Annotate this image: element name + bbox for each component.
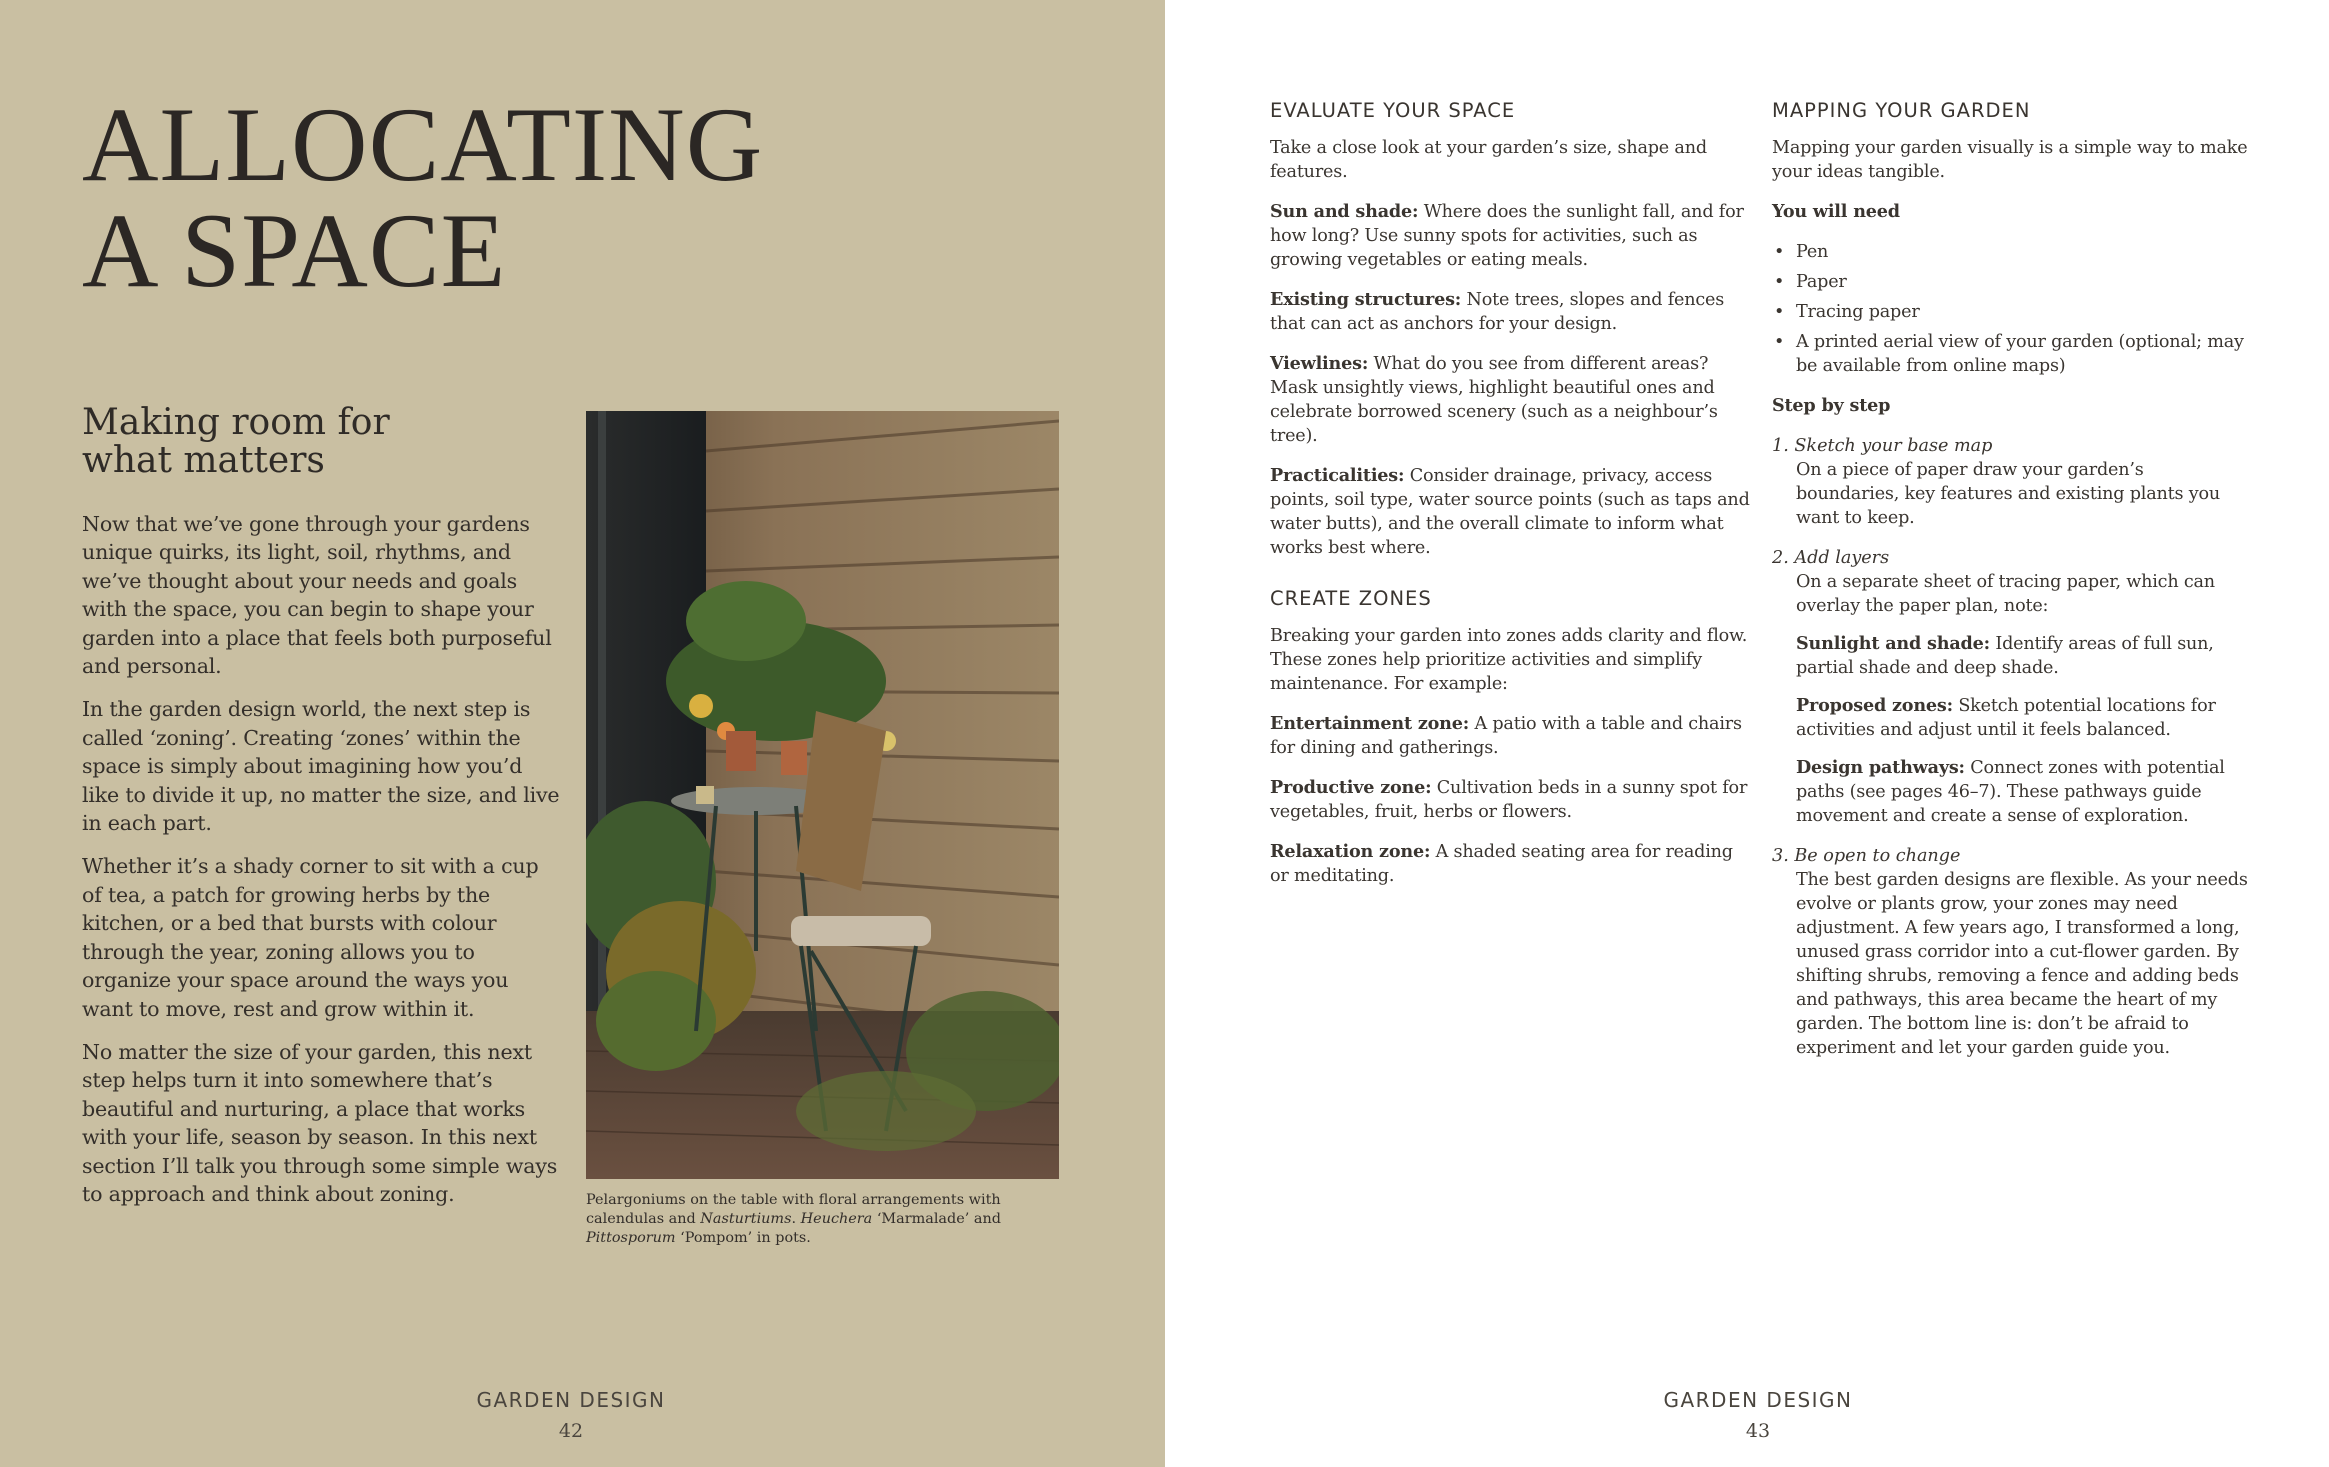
needs-label-text: You will need bbox=[1772, 201, 1900, 222]
list-item-text: A printed aerial view of your garden (optional; may be available from online maps) bbox=[1796, 332, 2244, 376]
evaluate-intro: Take a close look at your garden’s size, shape and features. bbox=[1270, 138, 1707, 182]
intro-paragraph: In the garden design world, the next step is called ‘zoning’. Creating ‘zones’ within the space is simply about imagining how you’d like to divide it up, no matter the size, and live in each part. bbox=[82, 697, 560, 836]
intro-paragraph: Now that we’ve gone through your gardens unique quirks, its light, soil, rhythms, and we’ve thought about your needs and goals with the space, you can begin to shape your garden into a place that feels both purposeful and personal. bbox=[82, 512, 552, 679]
step-sub-item bbox=[1772, 756, 2252, 828]
step-body: The best garden designs are flexible. As your needs evolve or plants grow, your zones may need adjustment. A few years ago, I transformed a long, unused grass corridor into a cut-flower garden. By shifting shrubs, removing a fence and adding beds and pathways, this area became the heart of my garden. The bottom line is: don’t be afraid to experiment and let your garden guide you. bbox=[1796, 870, 2248, 1058]
step-2 bbox=[1772, 546, 2252, 828]
subheading bbox=[82, 404, 462, 480]
item-text: Note trees, slopes and fences that can act as anchors for your design. bbox=[1270, 290, 1725, 334]
item-label: Sun and shade: bbox=[1270, 201, 1419, 222]
footer-title: GARDEN DESIGN bbox=[476, 1388, 666, 1412]
list-item bbox=[1772, 270, 2252, 294]
item-text: Sketch potential locations for activities and adjust until it feels balanced. bbox=[1796, 696, 2216, 740]
zones-intro: Breaking your garden into zones adds clarity and flow. These zones help prioritize activities and simplify maintenance. For example: bbox=[1270, 626, 1748, 694]
list-item bbox=[1772, 300, 2252, 324]
caption-text: Pelargoniums on the table with floral arrangements with calendulas and bbox=[586, 1192, 1001, 1227]
item-text: Where does the sunlight fall, and for how long? Use sunny spots for activities, such as growing vegetables or eating meals. bbox=[1270, 202, 1744, 270]
section-heading-zones: CREATE ZONES bbox=[1270, 587, 1432, 610]
item-text: What do you see from different areas? Mask unsightly views, highlight beautiful ones and celebrate borrowed scenery (such as a neighbour’s tree). bbox=[1270, 354, 1718, 446]
item-label: Relaxation zone: bbox=[1270, 841, 1431, 862]
steps-label-text: Step by step bbox=[1772, 395, 1891, 416]
item-label: Existing structures: bbox=[1270, 289, 1462, 310]
item-text: Identify areas of full sun, partial shade and deep shade. bbox=[1796, 634, 2214, 678]
footer-left bbox=[441, 1388, 701, 1443]
page-number: 43 bbox=[1745, 1420, 1771, 1442]
evaluate-item bbox=[1270, 352, 1750, 448]
item-label: Entertainment zone: bbox=[1270, 713, 1470, 734]
step-body: On a piece of paper draw your garden’s boundaries, key features and existing plants you want to keep. bbox=[1796, 460, 2221, 528]
step-body: On a separate sheet of tracing paper, which can overlay the paper plan, note: bbox=[1796, 572, 2215, 616]
item-label: Productive zone: bbox=[1270, 777, 1432, 798]
section-heading-mapping: MAPPING YOUR GARDEN bbox=[1772, 99, 2031, 122]
section-heading-evaluate: EVALUATE YOUR SPACE bbox=[1270, 99, 1516, 122]
zone-item bbox=[1270, 712, 1750, 760]
list-item bbox=[1772, 330, 2252, 378]
list-item-text: Paper bbox=[1796, 272, 1847, 292]
item-label: Design pathways: bbox=[1796, 757, 1965, 778]
mapping-intro: Mapping your garden visually is a simple way to make your ideas tangible. bbox=[1772, 138, 2248, 182]
step-title: 3. Be open to change bbox=[1772, 846, 1961, 866]
caption-italic: Heuchera bbox=[800, 1211, 873, 1227]
intro-text bbox=[82, 510, 564, 1223]
list-item-text: Pen bbox=[1796, 242, 1829, 262]
caption-italic: Pittosporum bbox=[586, 1230, 676, 1246]
intro-paragraph: Whether it’s a shady corner to sit with a cup of tea, a patch for growing herbs by the kitchen, or a bed that bursts with colour through the year, zoning allows you to organize your space around the ways you want to move, rest and grow within it. bbox=[82, 854, 539, 1021]
evaluate-item bbox=[1270, 288, 1750, 336]
caption-text: . bbox=[791, 1211, 801, 1227]
needs-list bbox=[1772, 240, 2252, 378]
step-sub-item bbox=[1772, 694, 2252, 742]
subheading-line-2: what matters bbox=[82, 440, 325, 481]
list-item-text: Tracing paper bbox=[1796, 302, 1920, 322]
steps-list bbox=[1772, 434, 2252, 1060]
item-text: Connect zones with potential paths (see pages 46–7). These pathways guide movement and create a sense of exploration. bbox=[1796, 758, 2225, 826]
evaluate-item bbox=[1270, 464, 1750, 560]
caption-text: ‘Marmalade’ and bbox=[872, 1211, 1001, 1227]
zone-item bbox=[1270, 840, 1750, 888]
evaluate-item bbox=[1270, 200, 1750, 272]
page-number: 42 bbox=[558, 1420, 584, 1442]
step-title: 1. Sketch your base map bbox=[1772, 436, 1993, 456]
bullet-dot-icon: • bbox=[1774, 242, 1785, 262]
step-sub-item bbox=[1772, 632, 2252, 680]
garden-photo bbox=[586, 411, 1059, 1179]
list-item bbox=[1772, 240, 2252, 264]
footer-right bbox=[1628, 1388, 1888, 1443]
photo-caption bbox=[586, 1191, 1066, 1248]
bullet-dot-icon: • bbox=[1774, 332, 1785, 352]
zone-item bbox=[1270, 776, 1750, 824]
title-line-2: A SPACE bbox=[82, 192, 507, 309]
garden-photo-image bbox=[586, 411, 1059, 1179]
column-mapping bbox=[1772, 98, 2252, 1076]
step-1 bbox=[1772, 434, 2252, 530]
intro-paragraph: No matter the size of your garden, this next step helps turn it into somewhere that’s beautiful and nurturing, a place that works with your life, season by season. In this next section I’ll talk you through some simple ways to approach and think about zoning. bbox=[82, 1039, 558, 1206]
item-text: Cultivation beds in a sunny spot for vegetables, fruit, herbs or flowers. bbox=[1270, 778, 1748, 822]
subheading-line-1: Making room for bbox=[82, 402, 390, 443]
bullet-dot-icon: • bbox=[1774, 302, 1785, 322]
item-label: Viewlines: bbox=[1270, 353, 1369, 374]
item-label: Proposed zones: bbox=[1796, 695, 1953, 716]
title-line-1: ALLOCATING bbox=[82, 86, 764, 203]
step-3 bbox=[1772, 844, 2252, 1060]
page-title bbox=[82, 86, 764, 309]
step-title: 2. Add layers bbox=[1772, 548, 1890, 568]
bullet-dot-icon: • bbox=[1774, 272, 1785, 292]
item-label: Practicalities: bbox=[1270, 465, 1405, 486]
caption-italic: Nasturtiums bbox=[700, 1211, 792, 1227]
item-text: A patio with a table and chairs for dining and gatherings. bbox=[1270, 714, 1742, 758]
item-text: Consider drainage, privacy, access points, soil type, water source points (such as taps and water butts), and the overall climate to inform what works best where. bbox=[1270, 466, 1750, 558]
column-evaluate-zones bbox=[1270, 98, 1750, 904]
steps-label bbox=[1772, 394, 2252, 418]
caption-text: ‘Pompom’ in pots. bbox=[675, 1230, 811, 1246]
item-text: A shaded seating area for reading or meditating. bbox=[1270, 842, 1733, 886]
footer-title: GARDEN DESIGN bbox=[1663, 1388, 1853, 1412]
needs-label bbox=[1772, 200, 2252, 224]
item-label: Sunlight and shade: bbox=[1796, 633, 1990, 654]
